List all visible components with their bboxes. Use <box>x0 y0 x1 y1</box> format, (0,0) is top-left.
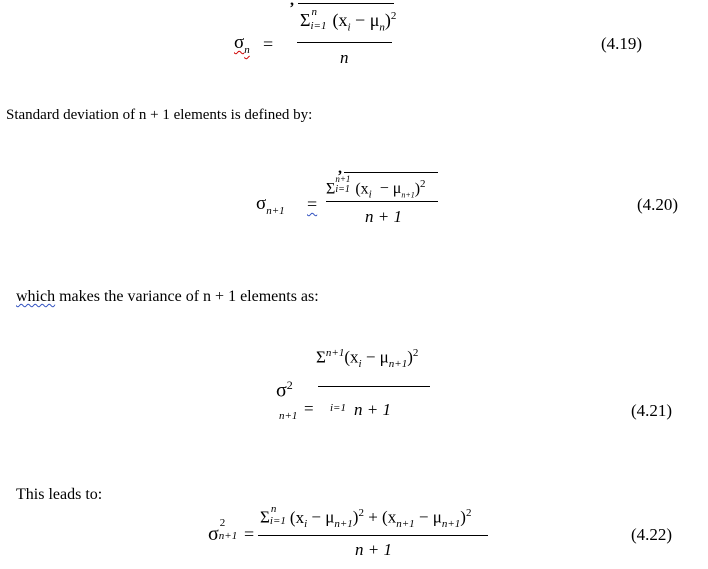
eq419-number: (4.19) <box>601 34 643 53</box>
eq421-lhs-sigma: $\sigma^2$ <box>276 378 293 402</box>
eq420-sqrt-hook: , <box>338 160 342 177</box>
eq421-lhs-sub: n+1 <box>279 410 298 422</box>
eq420-sqrt-overbar <box>344 172 438 173</box>
eq420-equals: = <box>307 194 318 214</box>
eq420-number: (4.20) <box>637 195 679 214</box>
eq419-sqrt-hook: , <box>290 0 294 9</box>
eq422-number: (4.22) <box>631 525 673 544</box>
eq419-fraction-bar <box>297 42 392 43</box>
eq422-denominator: n + 1 <box>355 540 392 559</box>
eq421-equals: = <box>304 399 314 418</box>
eq419-denominator: n <box>340 48 349 67</box>
eq419-sqrt-overbar <box>298 3 394 4</box>
eq422-lhs: σ 2 n+1 <box>208 517 238 545</box>
paragraph-variance: which makes the variance of n + 1 elements as: <box>16 288 319 305</box>
eq421-fraction-bar <box>318 386 430 387</box>
eq422-numerator: Σ n i=1 $(x_i - \mu_{n+1})^2 + (x_{n+1} - \mu_{n+1})^2$ <box>260 503 472 531</box>
eq421-denominator: n + 1 <box>354 400 391 419</box>
eq420-denominator: n + 1 <box>365 207 402 226</box>
eq421-numerator: $\Sigma^{n+1}(x_i - \mu_{n+1})^2$ <box>316 347 419 371</box>
eq421-sum-sub: i=1 <box>330 402 346 414</box>
eq422-fraction-bar <box>258 535 488 536</box>
paragraph-this-leads-to: This leads to: <box>16 486 103 503</box>
eq421-number: (4.21) <box>631 401 673 420</box>
eq420-fraction-bar <box>326 201 438 202</box>
eq419-numerator: Σ n i=1 $(x_i - \mu_n)^2$ <box>300 6 397 34</box>
eq420-numerator: Σ n+1 i=1 $(x_i - \mu_{n+1})^2$ <box>326 174 426 201</box>
eq419-equals: = <box>263 34 274 54</box>
eq422-equals: = <box>244 524 255 544</box>
eq420-lhs: $\sigma_{n+1}$ <box>256 193 285 217</box>
paragraph-standard-deviation: Standard deviation of n + 1 elements is defined by: <box>6 107 313 123</box>
eq419-lhs: $\sigma_n$ <box>234 32 250 56</box>
